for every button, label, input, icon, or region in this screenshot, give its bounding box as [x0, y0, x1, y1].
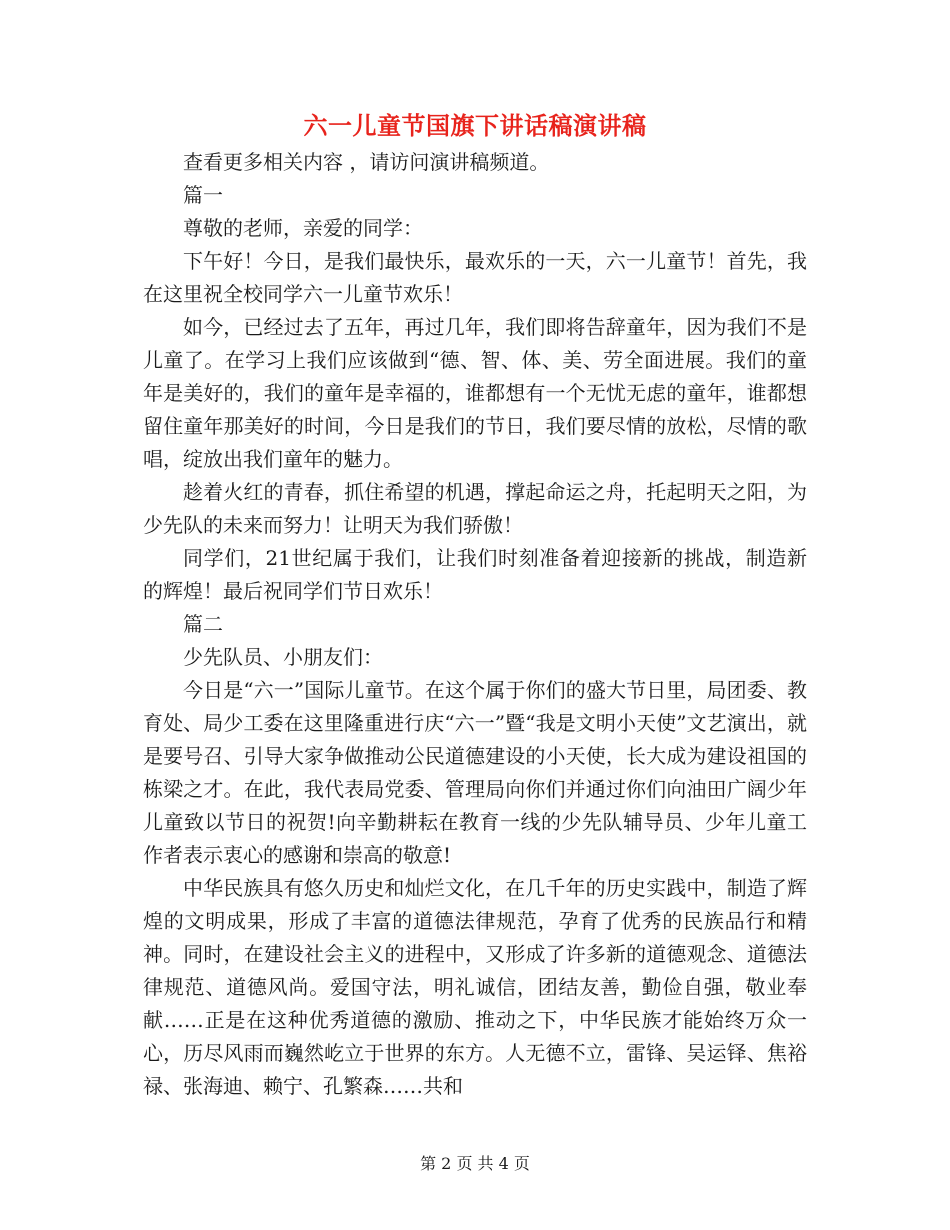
- body-paragraph: 今日是“六一”国际儿童节。在这个属于你们的盛大节日里，局团委、教育处、局少工委在这里隆重进行庆“六一”暨“我是文明小天使”文艺演出，就是要号召、引导大家争做推动公民道德建设的小天使，长大成为建设祖国的栋梁之才。在此，我代表局党委、管理局向你们并通过你们向油田广阔少年儿童致以节日的祝贺!向辛勤耕耘在教育一线的少先队辅导员、少年儿童工作者表示衷心的感谢和崇高的敬意!: [143, 678, 807, 867]
- body-paragraph: 如今，已经过去了五年，再过几年，我们即将告辞童年，因为我们不是儿童了。在学习上我们应该做到“德、智、体、美、劳全面进展。我们的童年是美好的，我们的童年是幸福的，谁都想有一个无忧无虑的童年，谁都想留住童年那美好的时间，今日是我们的节日，我们要尽情的放松，尽情的歌唱，绽放出我们童年的魅力。: [143, 315, 807, 471]
- document-body: [143, 146, 807, 1103]
- page-number-footer: 第 2 页 共 4 页: [420, 1154, 530, 1173]
- document-title: 六一儿童节国旗下讲话稿演讲稿: [303, 111, 647, 140]
- section-heading-one: 篇一: [183, 183, 223, 207]
- body-paragraph: 同学们，21世纪属于我们，让我们时刻准备着迎接新的挑战，制造新的辉煌！最后祝同学们节日欢乐！: [143, 546, 807, 603]
- body-paragraph: 中华民族具有悠久历史和灿烂文化，在几千年的历史实践中，制造了辉煌的文明成果，形成了丰富的道德法律规范，孕育了优秀的民族品行和精神。同时，在建设社会主义的进程中，又形成了许多新的道德观念、道德法律规范、道德风尚。爱国守法，明礼诚信，团结友善，勤俭自强，敬业奉献……正是在这种优秀道德的激励、推动之下，中华民族才能始终万众一心，历尽风雨而巍然屹立于世界的东方。人无德不立，雷锋、吴运铎、焦裕禄、张海迪、赖宁、孔繁森……共和: [143, 876, 807, 1098]
- body-paragraph: 趁着火红的青春，抓住希望的机遇，撑起命运之舟，托起明天之阳，为少先队的未来而努力！让明天为我们骄傲！: [143, 480, 807, 537]
- body-paragraph: 下午好！今日，是我们最快乐，最欢乐的一天，六一儿童节！首先，我在这里祝全校同学六一儿童节欢乐！: [143, 249, 807, 306]
- salutation-paragraph: 尊敬的老师，亲爱的同学：: [183, 216, 423, 240]
- intro-paragraph: 查看更多相关内容 ，请访问演讲稿频道。: [183, 150, 550, 174]
- section-heading-two: 篇二: [183, 612, 223, 636]
- salutation-paragraph: 少先队员、小朋友们：: [183, 645, 383, 669]
